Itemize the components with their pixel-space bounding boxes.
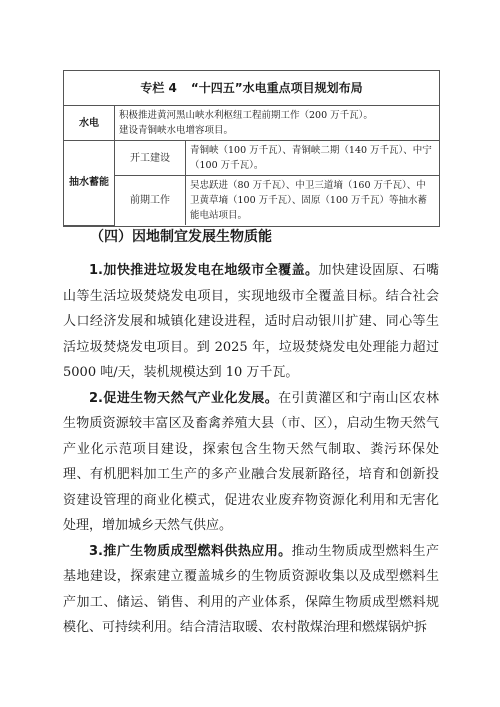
- paragraph-2: [63, 386, 439, 539]
- project-layout-box: [63, 70, 440, 227]
- paragraph-3: [63, 539, 439, 641]
- paragraph-1: [63, 258, 439, 386]
- box-title-number: 专栏 4: [140, 80, 177, 95]
- section-heading: （四）因地制宜发展生物质能: [90, 229, 272, 245]
- paragraph-1-lead: 1.加快推进垃圾发电在地级市全覆盖。: [89, 263, 319, 278]
- box-title: [64, 71, 439, 106]
- paragraph-1-text: 加快建设固原、石嘴山等生活垃圾焚烧发电项目，实现地级市全覆盖目标。结合社会人口经济发展和城镇化建设进程，适时启动银川扩建、同心等生活垃圾焚烧发电项目。到 2025 年，垃圾焚烧发电处理能力超过 5000 吨/天，装机规模达到 10 万千瓦。: [63, 263, 439, 380]
- paragraph-3-lead: 3.推广生物质成型燃料供热应用。: [89, 543, 292, 559]
- table-row: [64, 141, 439, 176]
- hydro-label: 水电: [64, 106, 115, 141]
- box-title-text: “十四五”水电重点项目规划布局: [190, 80, 363, 95]
- table-row: [64, 106, 439, 141]
- body-text: [63, 258, 439, 641]
- paragraph-2-lead: 2.促进生物天然气产业化发展。: [89, 390, 279, 406]
- table-row: [64, 176, 439, 226]
- construction-content: 青铜峡（100 万千瓦）、青铜峡二期（140 万千瓦）、中宁（100 万千瓦）。: [186, 141, 440, 176]
- paragraph-3-text: 推动生物质成型燃料生产基地建设，探索建立覆盖城乡的生物质资源收集以及成型燃料生产加工、储运、销售、利用的产业体系，保障生物质成型燃料规模化、可持续利用。结合清洁取暖、农村散煤治理和燃煤锅炉拆: [63, 543, 439, 635]
- project-table: [64, 106, 439, 226]
- prelim-label: 前期工作: [115, 176, 186, 226]
- hydro-line-2: 建设青铜峡水电增容项目。: [119, 125, 234, 136]
- construction-label: 开工建设: [115, 141, 186, 176]
- hydro-content: [115, 106, 440, 141]
- hydro-line-1: 积极推进黄河黑山峡水利枢纽工程前期工作（200 万千瓦）。: [119, 110, 373, 121]
- pumped-storage-label: 抽水蓄能: [64, 141, 115, 226]
- paragraph-2-text: 在引黄灌区和宁南山区农林生物质资源较丰富区及畜禽养殖大县（市、区），启动生物天然气产业化示范项目建设，探索包含生物天然气制取、粪污环保处理、有机肥料加工生产的多产业融合发展新路径，培育和创新投资建设管理的商业化模式，促进农业废弃物资源化利用和无害化处理，增加城乡天然气供应。: [63, 390, 439, 533]
- prelim-content: 吴忠跃进（80 万千瓦）、中卫三道墒（160 万千瓦）、中卫黄草墒（100 万千瓦）、固原（100 万千瓦）等抽水蓄能电站项目。: [186, 176, 440, 226]
